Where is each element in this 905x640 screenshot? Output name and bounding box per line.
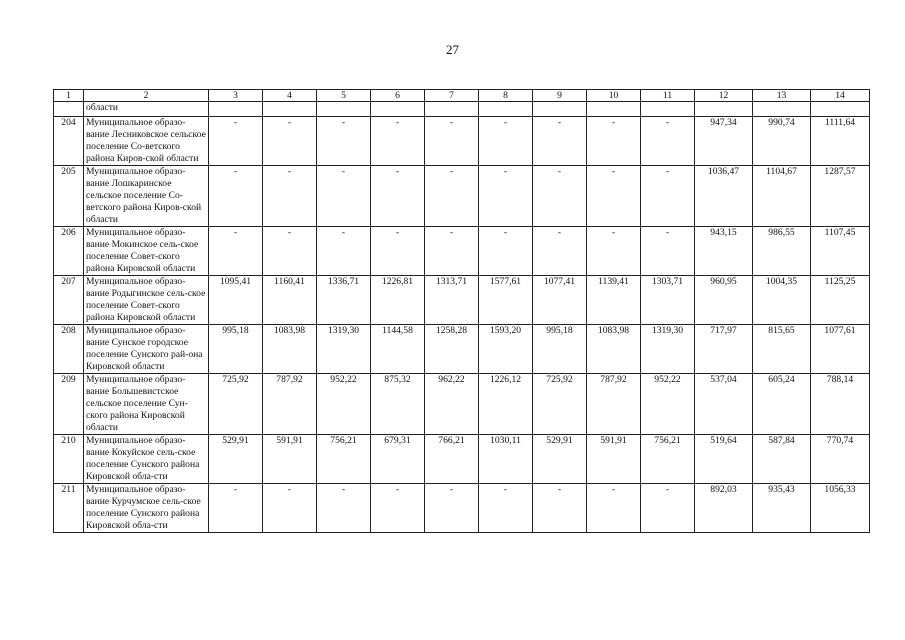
value-cell: - [533,484,587,533]
value-cell: - [641,166,695,227]
value-cell: 770,74 [811,435,870,484]
value-cell: - [317,484,371,533]
value-cell: - [479,227,533,276]
continuation-name: области [84,102,209,117]
value-cell: - [587,166,641,227]
value-cell: 537,04 [695,374,753,435]
municipality-name: Муниципальное образо-вание Лошкаринское сельское поселение Со-ветского района Киров-ской области [84,166,209,227]
value-cell: 1313,71 [425,276,479,325]
municipality-name: Муниципальное образо-вание Родыгинское сель-ское поселение Совет-ского района Кировской области [84,276,209,325]
value-cell: - [479,166,533,227]
value-cell: 947,34 [695,117,753,166]
municipality-name: Муниципальное образо-вание Мокинское сель-ское поселение Совет-ского района Кировской области [84,227,209,276]
value-cell: 1104,67 [753,166,811,227]
column-header: 10 [587,90,641,102]
table-row [54,117,870,166]
value-cell: 1056,33 [811,484,870,533]
value-cell: - [371,117,425,166]
value-cell: 952,22 [317,374,371,435]
value-cell: 591,91 [263,435,317,484]
value-cell: 815,65 [753,325,811,374]
value-cell: 1226,12 [479,374,533,435]
row-number: 208 [54,325,84,374]
value-cell: - [209,166,263,227]
value-cell: - [317,117,371,166]
value-cell: 1319,30 [641,325,695,374]
value-cell: - [371,166,425,227]
page-number: 27 [446,42,459,57]
value-cell: 725,92 [533,374,587,435]
column-header: 1 [54,90,84,102]
continuation-row [54,102,870,117]
column-header: 7 [425,90,479,102]
value-cell: - [533,117,587,166]
value-cell: 1577,61 [479,276,533,325]
value-cell: - [371,227,425,276]
value-cell: 1077,61 [811,325,870,374]
table-row [54,276,870,325]
table-row [54,435,870,484]
column-header: 13 [753,90,811,102]
value-cell: 605,24 [753,374,811,435]
value-cell: 990,74 [753,117,811,166]
column-header: 14 [811,90,870,102]
value-cell: - [263,484,317,533]
value-cell: 1030,11 [479,435,533,484]
table-row [54,325,870,374]
municipality-name: Муниципальное образо-вание Большевистское сельское поселение Сун-ского района Кировской области [84,374,209,435]
column-header: 8 [479,90,533,102]
value-cell: 962,22 [425,374,479,435]
row-number: 204 [54,117,84,166]
value-cell: 756,21 [317,435,371,484]
value-cell: 995,18 [533,325,587,374]
value-cell: - [641,227,695,276]
municipality-name: Муниципальное образо-вание Сунское городское поселение Сунского рай-она Кировской области [84,325,209,374]
row-number: 211 [54,484,84,533]
value-cell: 1144,58 [371,325,425,374]
value-cell: 935,43 [753,484,811,533]
row-number: 206 [54,227,84,276]
value-cell: - [533,166,587,227]
row-number: 209 [54,374,84,435]
value-cell: 875,32 [371,374,425,435]
value-cell: - [641,117,695,166]
value-cell: 1139,41 [587,276,641,325]
value-cell: 725,92 [209,374,263,435]
value-cell: 717,97 [695,325,753,374]
value-cell: 529,91 [533,435,587,484]
value-cell: 756,21 [641,435,695,484]
municipality-name: Муниципальное образо-вание Курчумское сель-ское поселение Сунского района Кировской обла-сти [84,484,209,533]
value-cell: - [587,117,641,166]
value-cell: - [209,117,263,166]
value-cell: 1077,41 [533,276,587,325]
value-cell: 1319,30 [317,325,371,374]
value-cell: 1258,28 [425,325,479,374]
value-cell: 986,55 [753,227,811,276]
column-header: 9 [533,90,587,102]
data-table [53,89,870,533]
header-row [54,90,870,102]
value-cell: - [641,484,695,533]
column-header: 11 [641,90,695,102]
value-cell: 1111,64 [811,117,870,166]
value-cell: 1125,25 [811,276,870,325]
value-cell: - [263,117,317,166]
column-header: 12 [695,90,753,102]
value-cell: 892,03 [695,484,753,533]
column-header: 2 [84,90,209,102]
value-cell: - [587,484,641,533]
value-cell: 995,18 [209,325,263,374]
value-cell: 1083,98 [587,325,641,374]
value-cell: 1083,98 [263,325,317,374]
value-cell: 952,22 [641,374,695,435]
value-cell: 1226,81 [371,276,425,325]
value-cell: 1004,35 [753,276,811,325]
value-cell: - [317,227,371,276]
value-cell: 766,21 [425,435,479,484]
value-cell: 1593,20 [479,325,533,374]
value-cell: 1336,71 [317,276,371,325]
value-cell: 787,92 [263,374,317,435]
value-cell: 943,15 [695,227,753,276]
value-cell: 1303,71 [641,276,695,325]
value-cell: 587,84 [753,435,811,484]
value-cell: - [425,166,479,227]
column-header: 3 [209,90,263,102]
value-cell: - [479,484,533,533]
value-cell: - [209,227,263,276]
value-cell: 1107,45 [811,227,870,276]
value-cell: - [317,166,371,227]
column-header: 4 [263,90,317,102]
value-cell: - [533,227,587,276]
value-cell: - [263,227,317,276]
value-cell: 529,91 [209,435,263,484]
value-cell: - [371,484,425,533]
municipality-name: Муниципальное образо-вание Кокуйское сель-ское поселение Сунского района Кировской обла-сти [84,435,209,484]
value-cell: 788,14 [811,374,870,435]
column-header: 5 [317,90,371,102]
value-cell: 1036,47 [695,166,753,227]
row-number: 210 [54,435,84,484]
table-row [54,227,870,276]
table-row [54,374,870,435]
value-cell: - [263,166,317,227]
value-cell: 591,91 [587,435,641,484]
value-cell: - [587,227,641,276]
value-cell: 1287,57 [811,166,870,227]
value-cell: 679,31 [371,435,425,484]
table-row [54,166,870,227]
row-number: 205 [54,166,84,227]
value-cell: 1160,41 [263,276,317,325]
value-cell: - [425,484,479,533]
value-cell: - [425,117,479,166]
value-cell: - [425,227,479,276]
column-header: 6 [371,90,425,102]
value-cell: - [209,484,263,533]
municipality-name: Муниципальное образо-вание Лесниковское сельское поселение Со-ветского района Киров-ской области [84,117,209,166]
value-cell: - [479,117,533,166]
value-cell: 1095,41 [209,276,263,325]
value-cell: 960,95 [695,276,753,325]
value-cell: 519,64 [695,435,753,484]
table-row [54,484,870,533]
value-cell: 787,92 [587,374,641,435]
row-number: 207 [54,276,84,325]
